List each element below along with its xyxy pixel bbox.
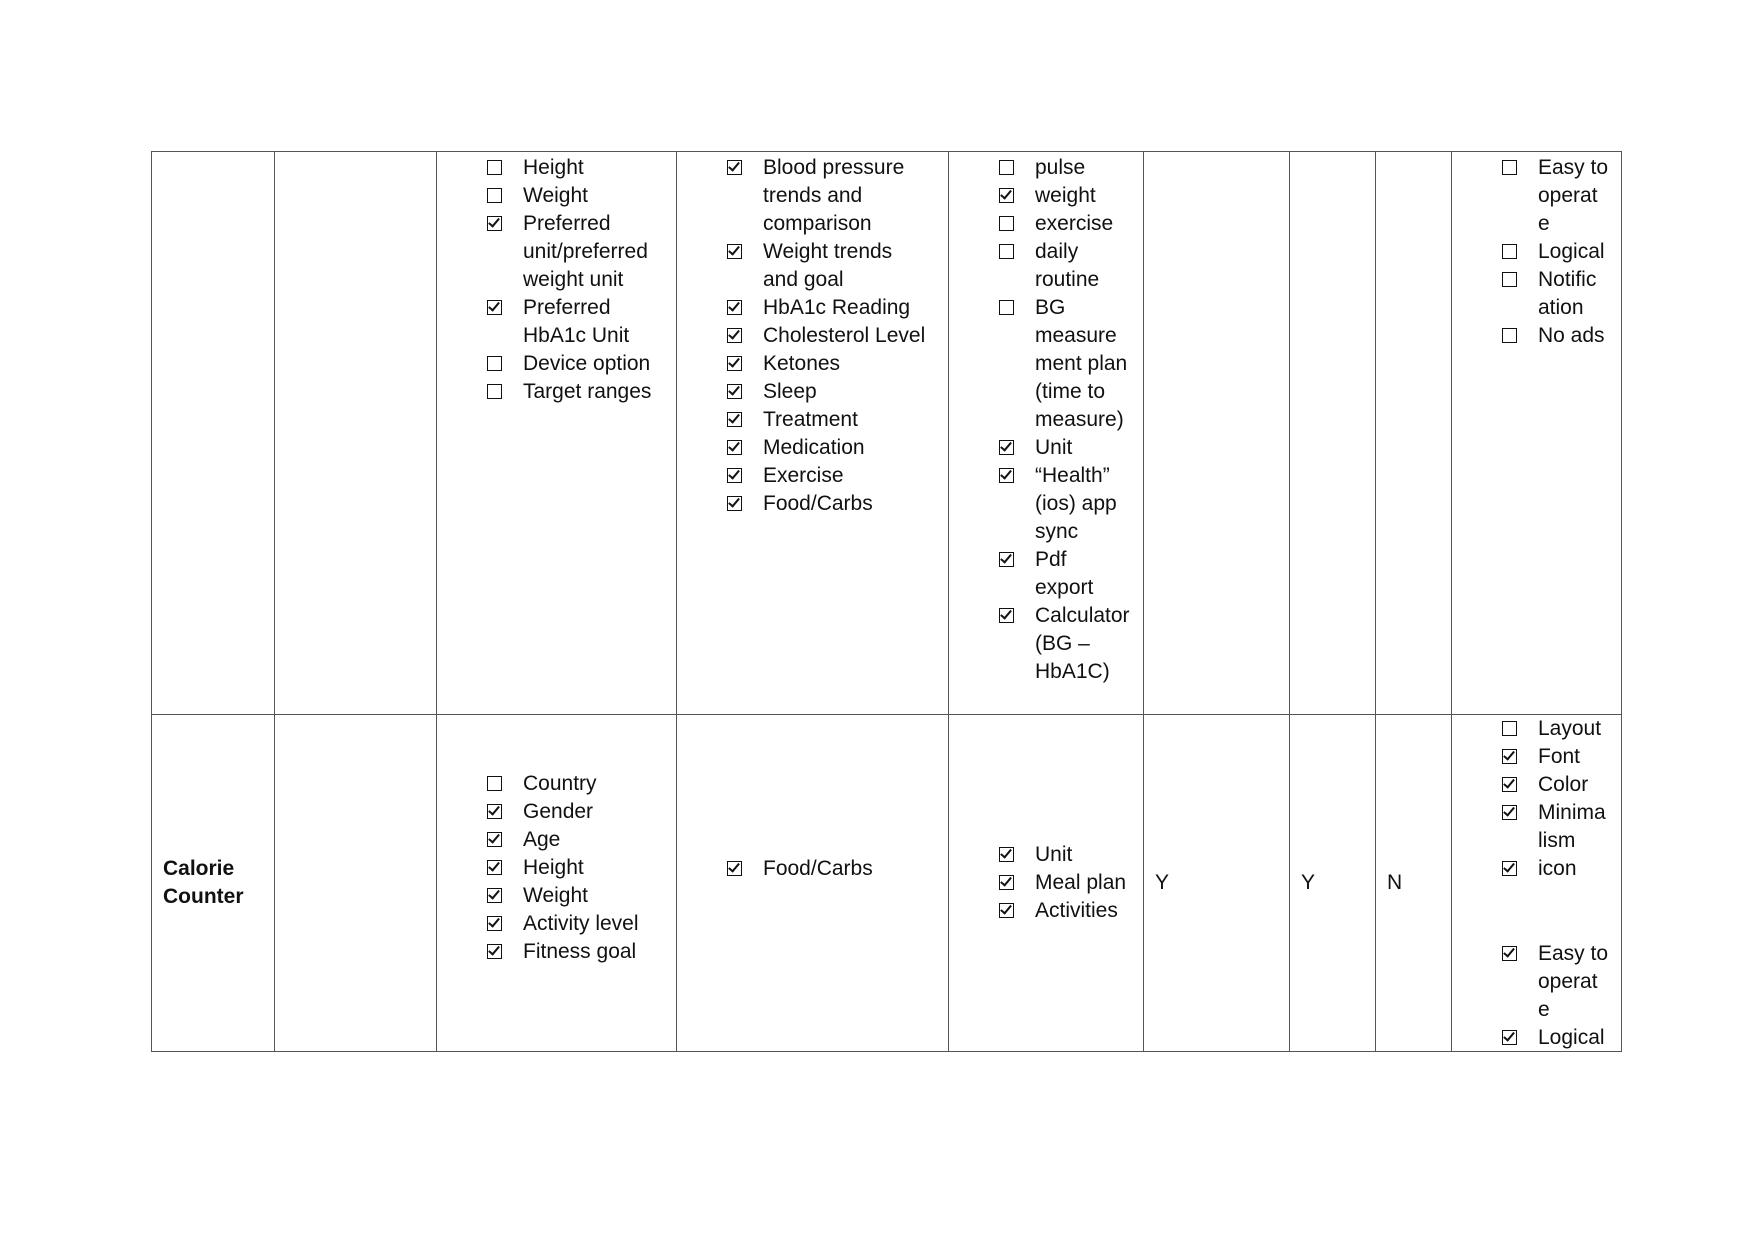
checklist-item-label: Calculator — [1035, 604, 1130, 627]
checklist-item-label: Target ranges — [523, 380, 652, 403]
checked-box-icon[interactable] — [999, 552, 1014, 567]
checklist-item-label: weight unit — [523, 268, 624, 291]
checked-box-icon[interactable] — [1502, 946, 1517, 961]
checked-box-icon[interactable] — [1502, 861, 1517, 876]
value-cell — [1376, 152, 1452, 715]
checklist-item-label: e — [1538, 212, 1550, 235]
app-name-cell — [152, 152, 275, 715]
checklist-item-label: Notific — [1538, 268, 1597, 291]
unchecked-box-icon[interactable] — [1502, 244, 1517, 259]
checked-box-icon[interactable] — [1502, 1030, 1517, 1045]
checklist-item-label: No ads — [1538, 324, 1605, 347]
checked-box-icon[interactable] — [727, 384, 742, 399]
checked-box-icon[interactable] — [727, 412, 742, 427]
checklist-item-label: Preferred — [523, 212, 611, 235]
unchecked-box-icon[interactable] — [1502, 721, 1517, 736]
checklist-item-label: Preferred — [523, 296, 611, 319]
checked-box-icon[interactable] — [727, 244, 742, 259]
checked-box-icon[interactable] — [487, 860, 502, 875]
checklist-item-label: daily — [1035, 240, 1079, 263]
unchecked-box-icon[interactable] — [1502, 328, 1517, 343]
value-text: N — [1387, 871, 1403, 894]
value-cell — [1290, 152, 1376, 715]
profile-settings-cell — [437, 715, 677, 1052]
checked-box-icon[interactable] — [999, 875, 1014, 890]
checklist-item-label: Food/Carbs — [763, 492, 873, 515]
checklist-item-label: BG — [1035, 296, 1066, 319]
checklist-item-label: icon — [1538, 857, 1577, 880]
checked-box-icon[interactable] — [999, 188, 1014, 203]
checklist-item-label: Country — [523, 772, 597, 795]
checklist-item-label: HbA1c Reading — [763, 296, 911, 319]
checked-box-icon[interactable] — [487, 216, 502, 231]
checklist-item-label: Unit — [1035, 843, 1073, 866]
checklist-item-label: operat — [1538, 184, 1598, 207]
checklist-item-label: weight — [1035, 184, 1096, 207]
unchecked-box-icon[interactable] — [1502, 160, 1517, 175]
checked-box-icon[interactable] — [999, 903, 1014, 918]
checklist-item-label: Color — [1538, 773, 1589, 796]
checklist-item-label: Blood pressure — [763, 156, 905, 179]
checklist-item-label: Height — [523, 156, 584, 179]
checklist-item-label: “Health” — [1035, 464, 1110, 487]
checked-box-icon[interactable] — [727, 468, 742, 483]
unchecked-box-icon[interactable] — [487, 188, 502, 203]
extra-features-cell — [949, 152, 1144, 715]
checklist-item-label: trends and — [763, 184, 863, 207]
checklist-item-label: Ketones — [763, 352, 841, 375]
tracking-features-cell — [677, 715, 949, 1052]
checklist-item-label: ment plan — [1035, 352, 1128, 375]
checklist-item-label: comparison — [763, 212, 872, 235]
checklist-item-label: HbA1c Unit — [523, 324, 630, 347]
checked-box-icon[interactable] — [999, 468, 1014, 483]
checklist-item-label: lism — [1538, 829, 1576, 852]
checked-box-icon[interactable] — [1502, 805, 1517, 820]
unchecked-box-icon[interactable] — [487, 160, 502, 175]
checklist-item-label: Fitness goal — [523, 940, 637, 963]
value-text: Y — [1155, 871, 1170, 894]
checklist-item-label: (time to — [1035, 380, 1106, 403]
unchecked-box-icon[interactable] — [487, 384, 502, 399]
checklist-item-label: measure — [1035, 324, 1117, 347]
checklist-item-label: Sleep — [763, 380, 817, 403]
checklist-item-label: Easy to — [1538, 942, 1609, 965]
checked-box-icon[interactable] — [999, 440, 1014, 455]
app-name-line-2: Counter — [163, 885, 244, 908]
checked-box-icon[interactable] — [1502, 749, 1517, 764]
checklist-item-label: measure) — [1035, 408, 1124, 431]
checklist-item-label: Font — [1538, 745, 1581, 768]
tracking-features-cell — [677, 152, 949, 715]
checked-box-icon[interactable] — [487, 916, 502, 931]
unchecked-box-icon[interactable] — [487, 356, 502, 371]
checklist-item-label: Exercise — [763, 464, 844, 487]
checklist-item-label: Pdf — [1035, 548, 1067, 571]
table-row — [152, 715, 1622, 1052]
empty-cell — [275, 152, 437, 715]
checked-box-icon[interactable] — [727, 861, 742, 876]
checked-box-icon[interactable] — [727, 300, 742, 315]
checklist-item-label: Logical — [1538, 1026, 1605, 1049]
value-cell — [1290, 715, 1376, 1052]
profile-settings-cell — [437, 152, 677, 715]
checked-box-icon[interactable] — [999, 847, 1014, 862]
checklist-item-label: Activity level — [523, 912, 639, 935]
checklist-item-label: Activities — [1035, 899, 1118, 922]
checklist-item-label: Gender — [523, 800, 594, 823]
checklist-item-label: Unit — [1035, 436, 1073, 459]
checklist-item-label: Medication — [763, 436, 865, 459]
checklist-item-label: Age — [523, 828, 561, 851]
usability-cell — [1452, 152, 1622, 715]
checked-box-icon[interactable] — [727, 160, 742, 175]
checklist-item-label: exercise — [1035, 212, 1114, 235]
unchecked-box-icon[interactable] — [999, 300, 1014, 315]
checklist-item-label: Layout — [1538, 717, 1602, 740]
checklist-item-label: unit/preferred — [523, 240, 648, 263]
checklist-item-label: Device option — [523, 352, 651, 375]
checked-box-icon[interactable] — [727, 356, 742, 371]
extra-features-cell — [949, 715, 1144, 1052]
checklist-item-label: and goal — [763, 268, 844, 291]
checked-box-icon[interactable] — [487, 888, 502, 903]
checklist-item-label: Minima — [1538, 801, 1606, 824]
comparison-table — [151, 151, 1622, 1052]
app-name-cell — [152, 715, 275, 1052]
checklist-item-label: e — [1538, 998, 1550, 1021]
value-cell — [1144, 715, 1290, 1052]
checklist-item-label: Weight — [523, 884, 588, 907]
checked-box-icon[interactable] — [1502, 777, 1517, 792]
checklist-item-label: Height — [523, 856, 584, 879]
checklist-item-label: Weight — [523, 184, 588, 207]
checklist-item-label: Meal plan — [1035, 871, 1127, 894]
value-cell — [1144, 152, 1290, 715]
checklist-item-label: Treatment — [763, 408, 858, 431]
unchecked-box-icon[interactable] — [1502, 272, 1517, 287]
checklist-item-label: export — [1035, 576, 1094, 599]
checked-box-icon[interactable] — [487, 804, 502, 819]
unchecked-box-icon[interactable] — [999, 244, 1014, 259]
checked-box-icon[interactable] — [727, 328, 742, 343]
usability-cell — [1452, 715, 1622, 1052]
checklist-item-label: Easy to — [1538, 156, 1609, 179]
app-name-line-1: Calorie — [163, 857, 235, 880]
table-row — [152, 152, 1622, 715]
empty-cell — [275, 715, 437, 1052]
checklist-item-label: Logical — [1538, 240, 1605, 263]
checklist-item-label: Cholesterol Level — [763, 324, 926, 347]
value-text: Y — [1301, 871, 1316, 894]
value-cell — [1376, 715, 1452, 1052]
checklist-item-label: HbA1C) — [1035, 660, 1110, 683]
checked-box-icon[interactable] — [487, 832, 502, 847]
checked-box-icon[interactable] — [727, 496, 742, 511]
checklist-item-label: (ios) app — [1035, 492, 1117, 515]
checklist-item-label: sync — [1035, 520, 1079, 543]
unchecked-box-icon[interactable] — [487, 776, 502, 791]
checked-box-icon[interactable] — [727, 440, 742, 455]
checked-box-icon[interactable] — [487, 300, 502, 315]
checklist-item-label: (BG – — [1035, 632, 1090, 655]
checked-box-icon[interactable] — [999, 608, 1014, 623]
checklist-item-label: operat — [1538, 970, 1598, 993]
unchecked-box-icon[interactable] — [999, 160, 1014, 175]
unchecked-box-icon[interactable] — [999, 216, 1014, 231]
checked-box-icon[interactable] — [487, 944, 502, 959]
checklist-item-label: ation — [1538, 296, 1584, 319]
checklist-item-label: pulse — [1035, 156, 1086, 179]
checklist-item-label: Weight trends — [763, 240, 893, 263]
checklist-item-label: routine — [1035, 268, 1100, 291]
checklist-item-label: Food/Carbs — [763, 857, 873, 880]
